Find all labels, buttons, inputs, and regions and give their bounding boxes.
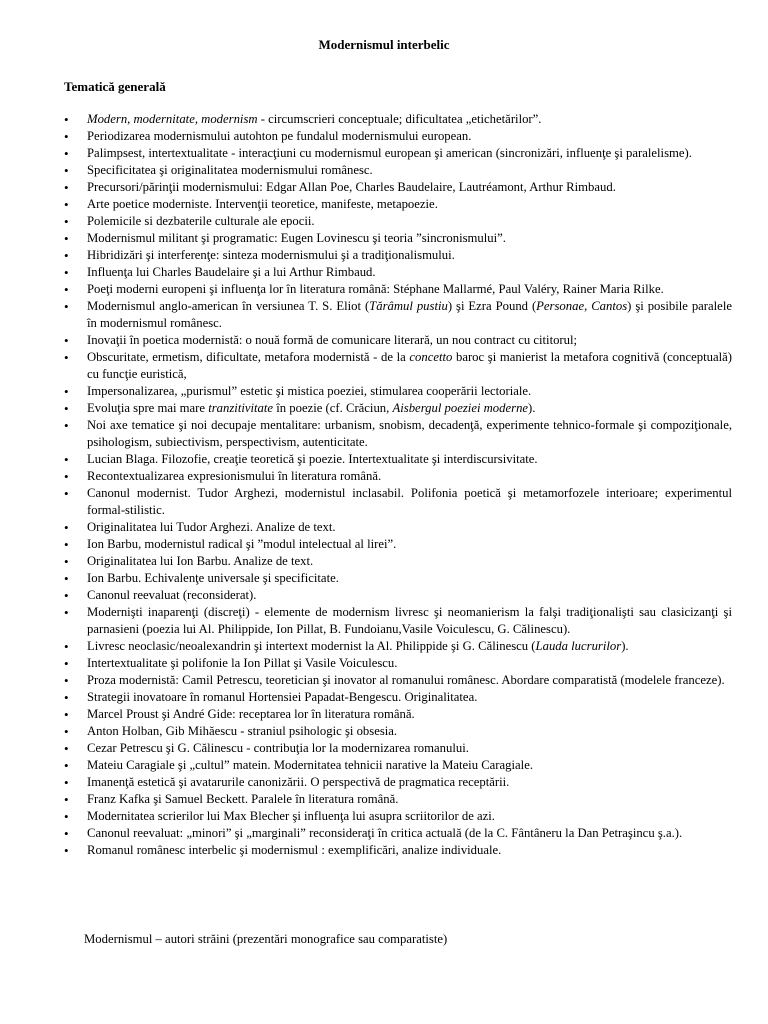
topic-text-italic: Lauda lucrurilor bbox=[535, 639, 622, 653]
topic-item bbox=[64, 230, 732, 247]
topic-text: ). bbox=[528, 401, 536, 415]
topic-item bbox=[64, 247, 732, 264]
topic-item bbox=[64, 842, 732, 859]
topic-text: Influenţa lui Charles Baudelaire şi a lui Arthur Rimbaud. bbox=[87, 265, 376, 279]
topic-item bbox=[64, 451, 732, 468]
topic-item bbox=[64, 196, 732, 213]
topic-text: Ion Barbu. Echivalenţe universale şi specificitate. bbox=[87, 571, 339, 585]
topic-item bbox=[64, 825, 732, 842]
topic-text: Recontextualizarea expresionismului în literatura română. bbox=[87, 469, 382, 483]
topic-item bbox=[64, 638, 732, 655]
topic-text: Precursori/părinţii modernismului: Edgar Allan Poe, Charles Baudelaire, Lautréamont, Arthur Rimbaud. bbox=[87, 180, 616, 194]
topic-text: Specificitatea şi originalitatea modernismului românesc. bbox=[87, 163, 373, 177]
topic-item bbox=[64, 757, 732, 774]
topic-item bbox=[64, 111, 732, 128]
topic-text: Livresc neoclasic/neoalexandrin şi intertext modernist la Al. Philippide şi G. Călinescu ( bbox=[87, 639, 536, 653]
topic-text-italic: concetto bbox=[409, 350, 453, 364]
topic-text: Cezar Petrescu şi G. Călinescu - contribuţia lor la modernizarea romanului. bbox=[87, 741, 469, 755]
topic-item bbox=[64, 383, 732, 400]
topic-item bbox=[64, 774, 732, 791]
topic-text: Proza modernistă: Camil Petrescu, teoretician şi inovator al romanului românesc. Abordare comparatistă (modelele franceze). bbox=[87, 673, 725, 687]
topic-text: Poeţi moderni europeni şi influenţa lor în literatura română: Stéphane Mallarmé, Paul Valéry, Rainer Maria Rilke. bbox=[87, 282, 664, 296]
topic-text: baroc şi manierist la metafora cognitivă (conceptuală) cu funcţie euristică, bbox=[87, 350, 732, 381]
topic-item bbox=[64, 179, 732, 196]
topic-text: Intertextualitate şi polifonie la Ion Pillat şi Vasile Voiculescu. bbox=[87, 656, 398, 670]
topic-text: Evoluţia spre mai mare bbox=[87, 401, 209, 415]
topic-text: Modernismul anglo-american în versiunea T. S. Eliot ( bbox=[87, 299, 370, 313]
topic-text: Hibridizări şi interferenţe: sinteza modernismului şi a tradiţionalismului. bbox=[87, 248, 455, 262]
topic-text: Originalitatea lui Tudor Arghezi. Analize de text. bbox=[87, 520, 336, 534]
topic-text: Modernismul militant şi programatic: Eugen Lovinescu şi teoria ”sincronismului”. bbox=[87, 231, 506, 245]
topic-text: Canonul reevaluat: „minori” şi „marginali” reconsideraţi în critica actuală (de la C. Fântâneru la Dan Petraşincu ş.a.). bbox=[87, 826, 683, 840]
topic-text: Imanenţă estetică şi avatarurile canonizării. O perspectivă de pragmatica receptării. bbox=[87, 775, 510, 789]
topic-text: Canonul modernist. Tudor Arghezi, modernistul inclasabil. Polifonia poetică şi metamorfozele interioare; experimentul formal-stilistic. bbox=[87, 486, 732, 517]
topic-text: Originalitatea lui Ion Barbu. Analize de text. bbox=[87, 554, 314, 568]
topic-text: Canonul reevaluat (reconsiderat). bbox=[87, 588, 257, 602]
topic-item bbox=[64, 587, 732, 604]
topic-item bbox=[64, 128, 732, 145]
topic-item bbox=[64, 519, 732, 536]
topic-text-italic: Tărâmul pustiu bbox=[369, 299, 448, 313]
topic-text-italic: tranzitivitate bbox=[208, 401, 274, 415]
topic-item bbox=[64, 553, 732, 570]
topic-item bbox=[64, 689, 732, 706]
topic-item bbox=[64, 468, 732, 485]
topic-text: Noi axe tematice şi noi decupaje mentalitare: urbanism, snobism, decadenţă, experimente tehnico-formale şi compoziţionale, psihologism, subiectivism, perspectivism, autenticitate. bbox=[87, 418, 732, 449]
topic-text: Mateiu Caragiale şi „cultul” matein. Modernitatea tehnicii narative la Mateiu Caragiale. bbox=[87, 758, 533, 772]
topic-text: Polemicile si dezbaterile culturale ale epocii. bbox=[87, 214, 315, 228]
topic-item bbox=[64, 740, 732, 757]
topic-item bbox=[64, 723, 732, 740]
topic-text: Franz Kafka şi Samuel Beckett. Paralele în literatura română. bbox=[87, 792, 399, 806]
topic-item bbox=[64, 400, 732, 417]
topic-item bbox=[64, 349, 732, 383]
topic-item bbox=[64, 298, 732, 332]
topic-text: Strategii inovatoare în romanul Hortensiei Papadat-Bengescu. Originalitatea. bbox=[87, 690, 478, 704]
topic-text: Lucian Blaga. Filozofie, creaţie teoretică şi poezie. Intertextualitate şi interdiscursivitate. bbox=[87, 452, 538, 466]
topic-text: Obscuritate, ermetism, dificultate, metafora modernistă - de la bbox=[87, 350, 410, 364]
topic-item bbox=[64, 417, 732, 451]
topic-item bbox=[64, 162, 732, 179]
topic-item bbox=[64, 145, 732, 162]
topic-text: ) şi Ezra Pound ( bbox=[447, 299, 537, 313]
topic-text-italic: Modern, modernitate, modernism bbox=[87, 112, 258, 126]
topic-text: Impersonalizarea, „purismul” estetic şi mistica poeziei, stimularea cooperării lectoriale. bbox=[87, 384, 532, 398]
document-title: Modernismul interbelic bbox=[318, 37, 450, 52]
topic-text-italic: Personae, Cantos bbox=[536, 299, 628, 313]
topic-text: în poezie (cf. Crăciun, bbox=[273, 401, 393, 415]
topic-text: Modernitatea scrierilor lui Max Blecher şi influenţa lui asupra scriitorilor de azi. bbox=[87, 809, 495, 823]
topic-text: Inovaţii în poetica modernistă: o nouă formă de comunicare literară, un nou contract cu cititorul; bbox=[87, 333, 578, 347]
topic-text: Anton Holban, Gib Mihăescu - straniul psihologic şi obsesia. bbox=[87, 724, 398, 738]
topic-item bbox=[64, 536, 732, 553]
topic-text: Ion Barbu, modernistul radical şi ”modul intelectual al lirei”. bbox=[87, 537, 397, 551]
topic-item bbox=[64, 655, 732, 672]
topic-item bbox=[64, 281, 732, 298]
topic-item bbox=[64, 808, 732, 825]
topic-text: Marcel Proust şi André Gide: receptarea lor în literatura română. bbox=[87, 707, 415, 721]
topic-text: Periodizarea modernismului autohton pe fundalul modernismului european. bbox=[87, 129, 472, 143]
topic-item bbox=[64, 672, 732, 689]
topic-item bbox=[64, 485, 732, 519]
topic-item bbox=[64, 706, 732, 723]
topic-item bbox=[64, 604, 732, 638]
topic-item bbox=[64, 264, 732, 281]
topic-list bbox=[64, 111, 732, 859]
topic-text: - circumscrieri conceptuale; dificultatea „etichetărilor”. bbox=[257, 112, 542, 126]
topic-text: Modernişti inaparenţi (discreţi) - elemente de modernism livresc şi neomanierism la falşi tradiţionalişti sau clasicizanţi şi parnasieni (poezia lui Al. Philippide, Ion Pillat, B. Fundoianu,Vasile Voiculescu, G. Călinescu). bbox=[87, 605, 732, 636]
topic-item bbox=[64, 332, 732, 349]
topic-text: Arte poetice moderniste. Intervenţii teoretice, manifeste, metapoezie. bbox=[87, 197, 438, 211]
topic-text: ) şi posibile paralele în modernismul românesc. bbox=[87, 299, 732, 330]
topic-text: ). bbox=[621, 639, 629, 653]
topic-text: Romanul românesc interbelic şi modernismul : exemplificări, analize individuale. bbox=[87, 843, 502, 857]
section-heading: Tematică generală bbox=[64, 79, 166, 94]
closing-line: Modernismul – autori străini (prezentări monografice sau comparatiste) bbox=[84, 932, 448, 946]
topic-text-italic: Aisbergul poeziei moderne bbox=[392, 401, 529, 415]
topic-item bbox=[64, 791, 732, 808]
topic-text: Palimpsest, intertextualitate - interacţiuni cu modernismul european şi american (sincronizări, influenţe şi paralelisme). bbox=[87, 146, 692, 160]
topic-item bbox=[64, 213, 732, 230]
topic-item bbox=[64, 570, 732, 587]
